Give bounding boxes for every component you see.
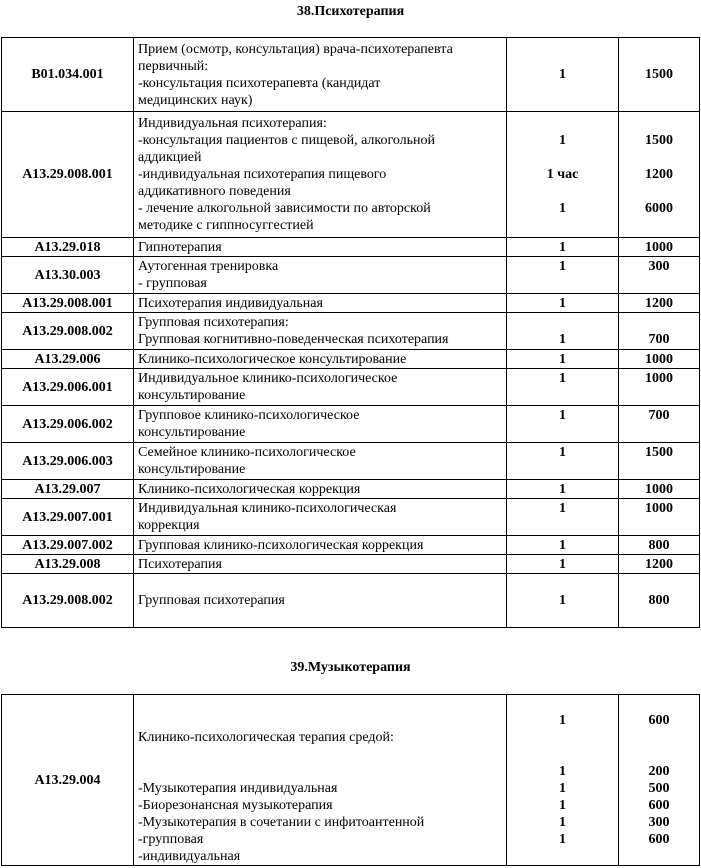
cell-line: Групповая психотерапия [138, 593, 285, 608]
service-price [619, 257, 700, 294]
cell-line: коррекция [138, 518, 200, 533]
service-quantity [507, 294, 619, 313]
service-code: A13.29.007.002 [2, 536, 134, 555]
table-row [2, 238, 700, 257]
table-row [2, 555, 700, 574]
table-row [2, 499, 700, 536]
cell-line [511, 424, 614, 441]
service-price [619, 406, 700, 443]
table-row [2, 536, 700, 555]
cell-line: 600 [648, 798, 670, 813]
cell-line [511, 115, 614, 132]
cell-line [623, 517, 695, 534]
cell-line [623, 424, 695, 441]
service-code: A13.29.008.002 [2, 574, 134, 628]
cell-line: 300 [648, 259, 670, 274]
service-price [619, 443, 700, 480]
cell-line [623, 746, 695, 763]
cell-line: 1500 [645, 133, 673, 148]
table-row [2, 480, 700, 499]
cell-line: - лечение алкогольной зависимости по авторской [138, 201, 431, 216]
cell-line: 1200 [645, 556, 673, 572]
cell-line [623, 183, 695, 200]
service-description [134, 555, 507, 574]
service-code: A13.30.003 [2, 257, 134, 294]
cell-line [511, 275, 614, 292]
cell-line: 1 [559, 537, 566, 553]
cell-line: 500 [648, 781, 670, 796]
cell-line: Клинико-психологическая терапия средой: [138, 730, 394, 745]
cell-line: 1500 [645, 67, 673, 82]
service-description [134, 480, 507, 499]
cell-line: 1500 [645, 445, 673, 460]
cell-line: 1 [559, 351, 566, 367]
cell-line: 1 [559, 593, 566, 608]
cell-line [511, 314, 614, 331]
table-row [2, 38, 700, 112]
cell-line: -индивидуальная психотерапия пищевого [138, 167, 387, 182]
service-quantity [507, 574, 619, 628]
service-price [619, 499, 700, 536]
cell-line: Групповая психотерапия: [138, 315, 289, 330]
service-description [134, 238, 507, 257]
cell-line: -групповая [138, 832, 204, 847]
cell-line: 600 [648, 832, 670, 847]
cell-line: 1 [559, 239, 566, 255]
cell-line [511, 149, 614, 166]
cell-line: 1 [559, 408, 566, 423]
service-quantity [507, 350, 619, 369]
cell-line [511, 695, 614, 712]
table-row [2, 294, 700, 313]
service-quantity [507, 38, 619, 112]
service-code: A13.29.006.002 [2, 406, 134, 443]
service-description [134, 257, 507, 294]
cell-line: 600 [648, 713, 670, 728]
service-quantity [507, 443, 619, 480]
cell-line: Групповая когнитивно-поведенческая психотерапия [138, 332, 449, 347]
table-row [2, 112, 700, 238]
cell-line: -индивидуальная [138, 849, 241, 864]
section-39-title: 39.Музыкотерапия [290, 660, 411, 675]
cell-line: 1 [559, 295, 566, 311]
service-quantity [507, 112, 619, 238]
cell-line: 1000 [645, 239, 673, 255]
cell-line [511, 848, 614, 865]
cell-line [623, 387, 695, 404]
cell-line: 700 [648, 332, 670, 347]
cell-line: 1 [559, 259, 566, 274]
service-code: A13.29.006.001 [2, 369, 134, 406]
cell-line: 300 [648, 815, 670, 830]
cell-line: 1000 [645, 481, 673, 497]
service-description [134, 350, 507, 369]
service-price [619, 294, 700, 313]
cell-line: 1000 [645, 351, 673, 367]
cell-line [623, 217, 695, 234]
service-quantity [507, 536, 619, 555]
cell-line [138, 695, 502, 712]
cell-line [623, 695, 695, 712]
cell-line [511, 387, 614, 404]
table-row [2, 257, 700, 294]
service-price [619, 238, 700, 257]
service-price [619, 350, 700, 369]
section-38-title: 38.Психотерапия [296, 4, 405, 19]
cell-line: аддикцией [138, 150, 202, 165]
service-description [134, 406, 507, 443]
table-row [2, 406, 700, 443]
service-code: A13.29.007.001 [2, 499, 134, 536]
cell-line [138, 763, 502, 780]
cell-line [138, 746, 502, 763]
cell-line [511, 183, 614, 200]
table-row [2, 443, 700, 480]
cell-line: 1 [559, 815, 566, 830]
cell-line: 6000 [645, 201, 673, 216]
service-code: A13.29.018 [2, 238, 134, 257]
cell-line: 800 [648, 537, 670, 553]
cell-line: 1 [559, 556, 566, 572]
cell-line: 1 [559, 713, 566, 728]
service-description [134, 443, 507, 480]
service-code: A13.29.006 [2, 350, 134, 369]
cell-line: Индивидуальное клинико-психологическое [138, 371, 398, 386]
service-code: B01.034.001 [2, 38, 134, 112]
cell-line: медицинских наук) [138, 92, 253, 108]
service-quantity [507, 257, 619, 294]
cell-line: Групповая клинико-психологическая коррекция [138, 537, 424, 553]
cell-line [511, 217, 614, 234]
cell-line: 1 [559, 764, 566, 779]
table-row [2, 574, 700, 628]
cell-line [511, 746, 614, 763]
service-description [134, 112, 507, 238]
cell-line: -Биорезонансная музыкотерапия [138, 798, 333, 813]
cell-line: консультирование [138, 462, 246, 477]
cell-line: методике с гиппносуггестией [138, 218, 314, 233]
cell-line: Психотерапия индивидуальная [138, 295, 323, 311]
cell-line [511, 461, 614, 478]
service-description [134, 38, 507, 112]
cell-line: аддикативного поведения [138, 184, 291, 199]
service-quantity [507, 480, 619, 499]
cell-line: 700 [648, 408, 670, 423]
service-quantity [507, 555, 619, 574]
cell-line: 1 [559, 501, 566, 516]
cell-line: -консультация психотерапевта (кандидат [138, 75, 381, 91]
service-code: A13.29.007 [2, 480, 134, 499]
cell-line: консультирование [138, 388, 246, 403]
table-row [2, 369, 700, 406]
service-description [134, 294, 507, 313]
cell-line: 1 [559, 201, 566, 216]
cell-line: Гипнотерапия [138, 239, 222, 255]
cell-line: консультирование [138, 425, 246, 440]
service-description [134, 695, 507, 866]
cell-line [623, 149, 695, 166]
psychotherapy-price-table [1, 37, 700, 628]
cell-line: Клинико-психологическое консультирование [138, 351, 407, 367]
cell-line: 1 [559, 67, 566, 82]
cell-line: Семейное клинико-психологическое [138, 445, 356, 460]
service-quantity [507, 406, 619, 443]
cell-line: первичный: [138, 58, 209, 74]
cell-line: Клинико-психологическая коррекция [138, 481, 361, 497]
service-code: A13.29.008 [2, 555, 134, 574]
table-row [2, 350, 700, 369]
service-code: A13.29.006.003 [2, 443, 134, 480]
cell-line: 800 [648, 593, 670, 608]
cell-line: 1 [559, 481, 566, 497]
cell-line [511, 517, 614, 534]
cell-line [623, 848, 695, 865]
service-price [619, 112, 700, 238]
cell-line: 1000 [645, 371, 673, 386]
cell-line: Индивидуальная психотерапия: [138, 116, 327, 131]
service-code: A13.29.004 [2, 695, 134, 866]
cell-line: Психотерапия [138, 556, 222, 572]
service-price [619, 369, 700, 406]
cell-line [623, 461, 695, 478]
cell-line: 1 [559, 445, 566, 460]
cell-line: -Музыкотерапия в сочетании с инфитоантенной [138, 815, 425, 830]
cell-line: Аутогенная тренировка [138, 259, 279, 274]
cell-line: Прием (осмотр, консультация) врача-психотерапевта [138, 41, 453, 57]
service-price [619, 536, 700, 555]
service-price [619, 695, 700, 866]
cell-line: 200 [648, 764, 670, 779]
service-price [619, 313, 700, 350]
service-price [619, 38, 700, 112]
service-description [134, 499, 507, 536]
cell-line: -консультация пациентов с пищевой, алкогольной [138, 133, 436, 148]
service-quantity [507, 313, 619, 350]
service-quantity [507, 499, 619, 536]
cell-line: -Музыкотерапия индивидуальная [138, 781, 338, 796]
cell-line: Групповое клинико-психологическое [138, 408, 360, 423]
cell-line: 1 [559, 332, 566, 347]
service-quantity [507, 238, 619, 257]
table-row [2, 313, 700, 350]
cell-line [511, 729, 614, 746]
service-price [619, 480, 700, 499]
cell-line [623, 729, 695, 746]
cell-line: 1 [559, 133, 566, 148]
cell-line: Индивидуальная клинико-психологическая [138, 501, 397, 516]
cell-line [623, 275, 695, 292]
service-description [134, 313, 507, 350]
cell-line: 1 [559, 798, 566, 813]
service-description [134, 574, 507, 628]
service-price [619, 555, 700, 574]
table-row [2, 695, 700, 866]
cell-line: 1200 [645, 167, 673, 182]
cell-line: 1 [559, 832, 566, 847]
cell-line: 1 [559, 781, 566, 796]
service-code: A13.29.008.002 [2, 313, 134, 350]
cell-line [623, 314, 695, 331]
cell-line [138, 712, 502, 729]
service-description [134, 369, 507, 406]
cell-line: - групповая [138, 276, 207, 291]
cell-line: 1 [559, 371, 566, 386]
service-quantity [507, 695, 619, 866]
cell-line: 1000 [645, 501, 673, 516]
service-price [619, 574, 700, 628]
service-code: A13.29.008.001 [2, 294, 134, 313]
service-quantity [507, 369, 619, 406]
cell-line: 1 час [546, 167, 579, 182]
service-description [134, 536, 507, 555]
cell-line [623, 115, 695, 132]
cell-line: 1200 [645, 295, 673, 311]
service-code: A13.29.008.001 [2, 112, 134, 238]
music-therapy-price-table [1, 694, 700, 866]
